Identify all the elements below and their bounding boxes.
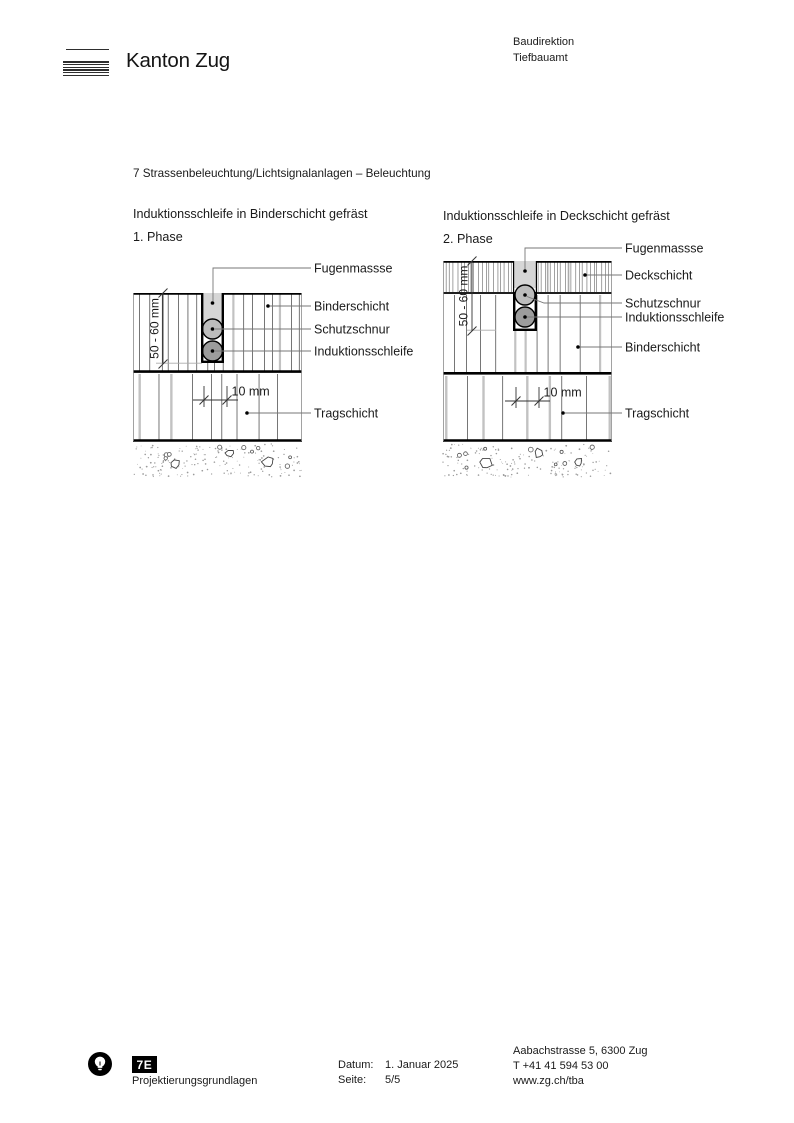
diagram1-phase: 1. Phase bbox=[133, 230, 183, 244]
contact-address: Aabachstrasse 5, 6300 Zug bbox=[513, 1045, 648, 1057]
label-induktionsschleife: Induktionsschleife bbox=[625, 310, 725, 325]
ground-stipple-texture bbox=[134, 443, 302, 477]
dimension-width bbox=[505, 386, 582, 409]
label-tragschicht: Tragschicht bbox=[314, 406, 379, 421]
ground-stipple-texture bbox=[442, 444, 611, 478]
diagram-deckschicht-svg bbox=[440, 228, 794, 484]
label-schutzschnur: Schutzschnur bbox=[314, 322, 390, 337]
logo-stripe bbox=[66, 49, 109, 50]
diagram2-title: Induktionsschleife in Deckschicht gefräst bbox=[443, 209, 670, 223]
dimension-depth bbox=[148, 289, 203, 369]
contact-phone: T +41 41 594 53 00 bbox=[513, 1060, 609, 1073]
department-line1: Baudirektion bbox=[513, 36, 575, 48]
logo-stripe-group bbox=[63, 61, 109, 76]
page-value: 5/5 bbox=[385, 1074, 401, 1086]
label-deckschicht: Deckschicht bbox=[625, 268, 693, 283]
doc-code-badge: 7E bbox=[132, 1056, 157, 1073]
contact-website: www.zg.ch/tba bbox=[513, 1075, 584, 1088]
label-fugenmasse: Fugenmassse bbox=[314, 261, 393, 276]
width-dimension-text: 10 mm bbox=[543, 385, 582, 400]
page-label: Seite: bbox=[338, 1074, 367, 1086]
diagram1-title: Induktionsschleife in Binderschicht gefräst bbox=[133, 207, 368, 221]
label-binderschicht: Binderschicht bbox=[314, 299, 390, 314]
department-block bbox=[513, 35, 574, 66]
dimension-width bbox=[193, 385, 270, 408]
depth-dimension-text: 50 - 60 mm bbox=[456, 265, 471, 327]
contact-block bbox=[513, 1044, 648, 1090]
doc-category: Projektierungsgrundlagen bbox=[132, 1074, 258, 1087]
depth-dimension-text: 50 - 60 mm bbox=[147, 298, 162, 359]
width-dimension-text: 10 mm bbox=[231, 384, 270, 399]
diagram2-phase: 2. Phase bbox=[443, 232, 493, 246]
layer-tragschicht-hatch bbox=[446, 376, 609, 440]
diagram-binderschicht-svg bbox=[130, 255, 440, 490]
date-value: 1. Januar 2025 bbox=[385, 1059, 459, 1071]
dimension-depth bbox=[457, 257, 497, 336]
label-binderschicht: Binderschicht bbox=[625, 340, 701, 355]
section-heading: 7 Strassenbeleuchtung/Lichtsignalanlagen – Beleuchtung bbox=[133, 167, 431, 180]
label-induktionsschleife: Induktionsschleife bbox=[314, 344, 414, 359]
org-title: Kanton Zug bbox=[126, 49, 230, 72]
label-fugenmasse: Fugenmassse bbox=[625, 241, 704, 256]
date-label: Datum: bbox=[338, 1059, 374, 1071]
label-tragschicht: Tragschicht bbox=[625, 406, 690, 421]
department-line2: Tiefbauamt bbox=[513, 51, 568, 64]
label-schutzschnur: Schutzschnur bbox=[625, 296, 701, 311]
lightbulb-icon bbox=[88, 1052, 112, 1076]
kanton-zug-logo bbox=[63, 45, 109, 79]
